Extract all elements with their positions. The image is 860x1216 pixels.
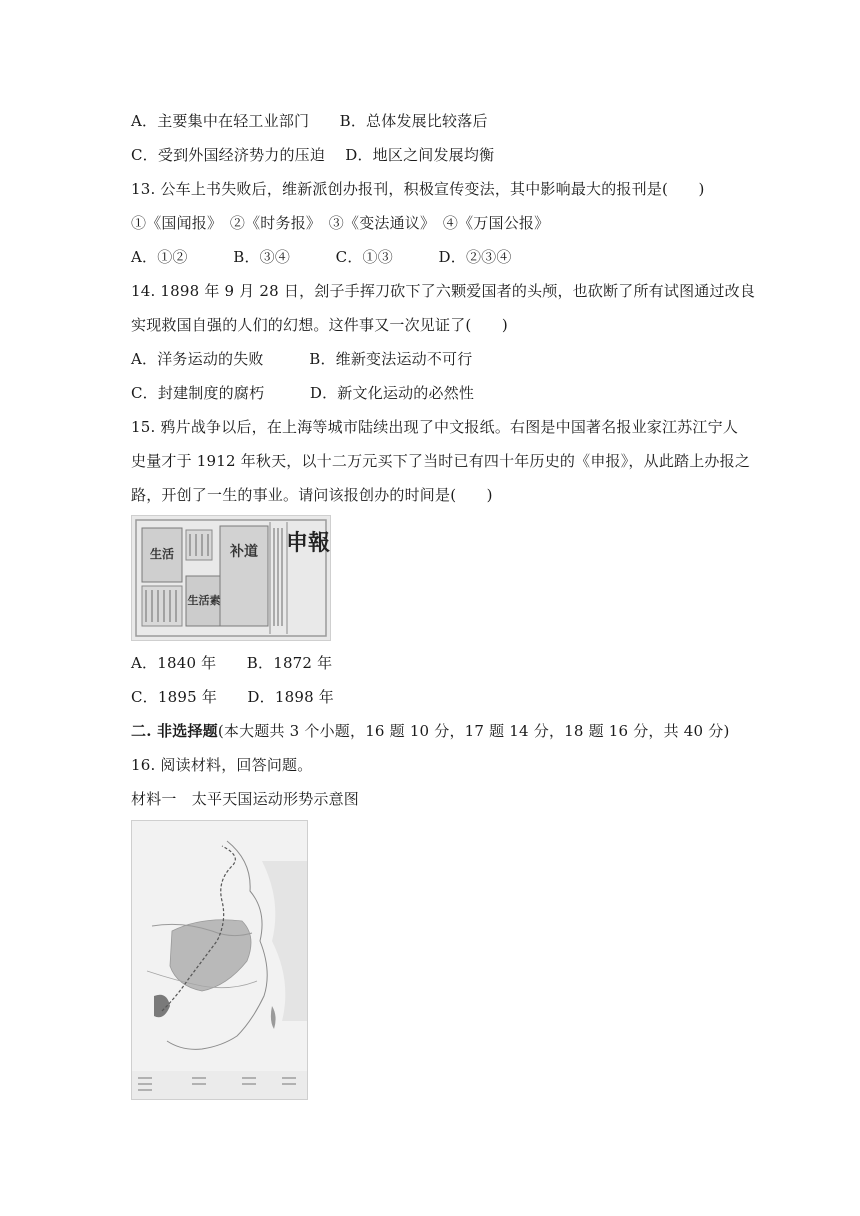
q14-options-row2: C．封建制度的腐朽 D．新文化运动的必然性 (131, 384, 475, 402)
newspaper-masthead: 申報 (285, 530, 330, 556)
section2-heading: 二. 非选择题 (131, 722, 218, 740)
ad-text-1: 生活 (149, 547, 175, 561)
taiping-map-image (131, 820, 308, 1100)
q15-stem-line3: 路，开创了一生的事业。请问该报创办的时间是( ) (131, 486, 493, 504)
q13-items: ①《国闻报》 ②《时务报》 ③《变法通议》 ④《万国公报》 (131, 214, 550, 232)
ad-text-3: 补道 (230, 544, 258, 560)
q12-options-row2: C．受到外国经济势力的压迫 D．地区之间发展均衡 (131, 146, 495, 164)
q13-options: A．①② B．③④ C．①③ D．②③④ (131, 248, 512, 266)
q15-options-row2: C．1895 年 D．1898 年 (131, 688, 334, 706)
q13-stem: 13. 公车上书失败后，维新派创办报刊，积极宣传变法，其中影响最大的报刊是( ) (131, 180, 705, 198)
section2-heading-line (131, 721, 730, 741)
q12-options-row1: A．主要集中在轻工业部门 B．总体发展比较落后 (131, 112, 488, 130)
q14-stem-line1: 14. 1898 年 9 月 28 日，刽子手挥刀砍下了六颗爱国者的头颅，也砍断了所有试图通过改良 (131, 282, 756, 300)
q15-options-row1: A．1840 年 B．1872 年 (131, 654, 333, 672)
section2-detail: (本大题共 3 个小题，16 题 10 分，17 题 14 分，18 题 16 分，共 40 分) (217, 722, 730, 740)
q14-options-row1: A．洋务运动的失败 B．维新变法运动不可行 (131, 350, 473, 368)
q15-stem-line2: 史量才于 1912 年秋天，以十二万元买下了当时已有四十年历史的《申报》，从此踏上办报之 (131, 452, 751, 470)
ad-text-2: 生活素 (187, 594, 221, 607)
q16-stem: 16. 阅读材料，回答问题。 (131, 756, 313, 774)
q15-stem-line1: 15. 鸦片战争以后，在上海等城市陆续出现了中文报纸。右图是中国著名报业家江苏江宁人 (131, 418, 739, 436)
q14-stem-line2: 实现救国自强的人们的幻想。这件事又一次见证了( ) (131, 316, 508, 334)
shenbao-newspaper-image (131, 515, 331, 641)
q16-material1-caption: 材料一 太平天国运动形势示意图 (131, 790, 360, 808)
